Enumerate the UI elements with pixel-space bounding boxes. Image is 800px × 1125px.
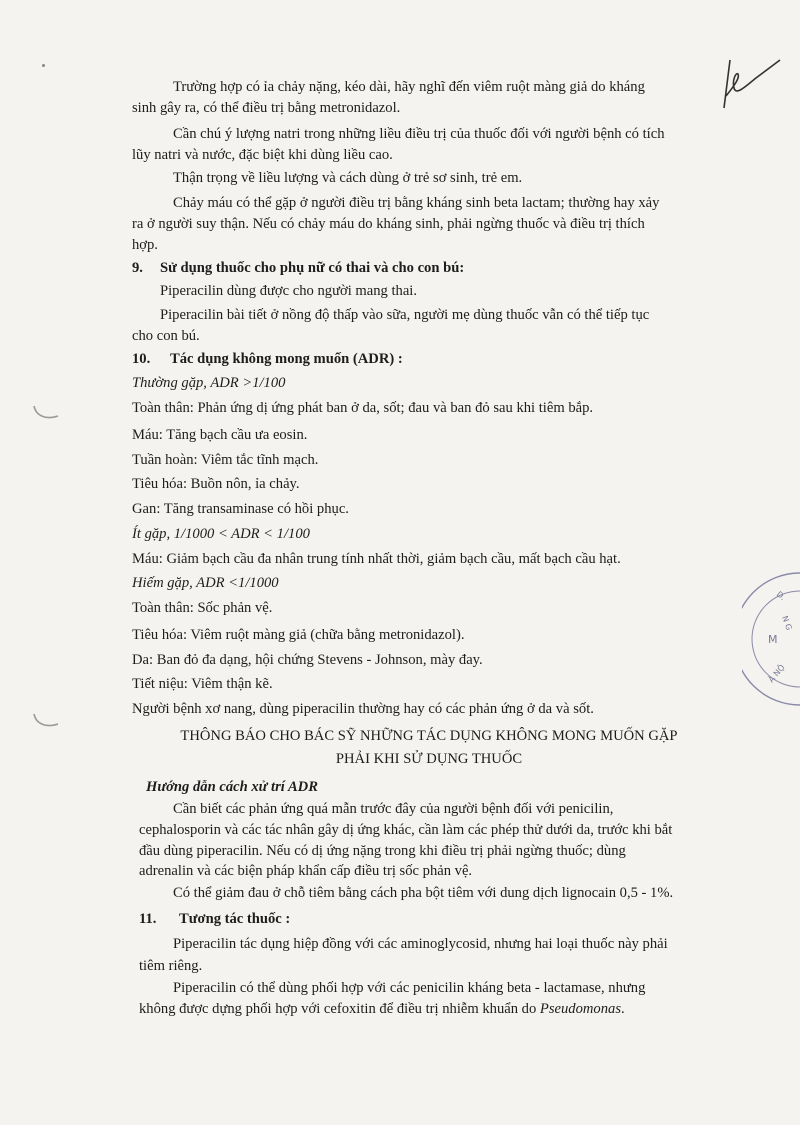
para-line: Piperacilin bài tiết ở nồng độ thấp vào sữa, người mẹ dùng thuốc vẫn có thể tiếp tục (160, 307, 650, 323)
para-line: lũy natri và nước, đặc biệt khi dùng liều cao. (132, 147, 393, 163)
para-line: cho con bú. (132, 328, 200, 344)
adr-item: Toàn thân: Sốc phản vệ. (132, 600, 273, 616)
section-9-heading (132, 259, 464, 277)
adr-item: Máu: Giảm bạch cầu đa nhân trung tính nhất thời, giảm bạch cầu, mất bạch cầu hạt. (132, 551, 621, 567)
text-run: không được dựng phối hợp với cefoxitin để điều trị nhiễm khuẩn do (139, 1001, 540, 1017)
section-number: 11. (139, 911, 157, 927)
frequency-label-common: Thường gặp, ADR >1/100 (132, 375, 286, 391)
para-line: cephalosporin và các tác nhân gây dị ứng khác, cần làm các phép thử dưới da, trước khi bắt (139, 822, 673, 838)
para-line: Thận trọng về liều lượng và cách dùng ở trẻ sơ sinh, trẻ em. (173, 170, 523, 186)
svg-text:À NỘ: À NỘ (766, 662, 787, 685)
frequency-label-uncommon: Ít gặp, 1/1000 < ADR < 1/100 (132, 526, 310, 542)
text-run: . (621, 1001, 625, 1017)
svg-text:D.: D. (774, 589, 788, 603)
notice-heading-line-2: PHẢI KHI SỬ DỤNG THUỐC (335, 751, 523, 767)
section-10-heading (132, 350, 403, 368)
para-line: tiêm riêng. (139, 958, 203, 974)
para-line: Chảy máu có thể gặp ở người điều trị bằng kháng sinh beta lactam; thường hay xảy (173, 195, 660, 211)
para-line: Cần biết các phản ứng quá mẫn trước đây của người bệnh đối với penicilin, (173, 801, 614, 817)
adr-item: Máu: Tăng bạch cầu ưa eosin. (132, 427, 308, 443)
adr-item: Tuần hoàn: Viêm tắc tĩnh mạch. (132, 452, 319, 468)
para-line: Piperacilin dùng được cho người mang thai. (160, 283, 418, 299)
adr-item: Tiêu hóa: Buồn nôn, ỉa chảy. (132, 476, 300, 492)
para-line (139, 1000, 625, 1018)
adr-item: Tiết niệu: Viêm thận kẽ. (132, 676, 273, 692)
para-line: ra ở người suy thận. Nếu có chảy máu do kháng sinh, phải ngừng thuốc và điều trị thích (132, 216, 645, 232)
svg-text:N G: N G (780, 614, 794, 632)
para-line: Trường hợp có ỉa chảy nặng, kéo dài, hãy nghĩ đến viêm ruột màng giả do kháng (173, 79, 645, 95)
organism-name: Pseudomonas (539, 1001, 621, 1017)
stamp-mark (742, 565, 800, 715)
scan-dot (42, 64, 45, 67)
para-line: Cần chú ý lượng natri trong những liều điều trị của thuốc đối với người bệnh có tích (173, 126, 665, 142)
para-line: hợp. (132, 237, 158, 253)
section-number: 10. (132, 351, 151, 367)
adr-item: Tiêu hóa: Viêm ruột màng giả (chữa bằng metronidazol). (132, 627, 465, 643)
punch-hole-mark-top (30, 400, 64, 424)
section-number: 9. (132, 260, 143, 276)
notice-heading-line-1: THÔNG BÁO CHO BÁC SỸ NHỮNG TÁC DỤNG KHÔNG MONG MUỐN GẶP (180, 728, 678, 744)
para-line: Piperacilin tác dụng hiệp đồng với các aminoglycosid, nhưng hai loại thuốc này phải (173, 936, 668, 952)
para-line: sinh gây ra, có thể điều trị bằng metronidazol. (132, 100, 401, 116)
para-line: đầu dùng piperacilin. Nếu có dị ứng nặng trong khi điều trị phải ngừng thuốc; dùng (139, 843, 626, 859)
para-line: Piperacilin có thể dùng phối hợp với các penicilin kháng beta - lactamase, nhưng (173, 980, 646, 996)
section-11-heading (139, 910, 290, 928)
adr-item: Gan: Tăng transaminase có hồi phục. (132, 501, 349, 517)
para-line: adrenalin và các biện pháp khẩn cấp điều trị sốc phản vệ. (139, 863, 473, 879)
frequency-label-rare: Hiếm gặp, ADR <1/1000 (132, 575, 279, 591)
adr-item: Da: Ban đỏ đa dạng, hội chứng Stevens - Johnson, mày đay. (132, 652, 483, 668)
para-line: Có thể giảm đau ở chỗ tiêm bằng cách pha bột tiêm với dung dịch lignocain 0,5 - 1%. (173, 885, 674, 901)
section-title: Sử dụng thuốc cho phụ nữ có thai và cho con bú: (160, 260, 465, 276)
signature-mark (716, 56, 786, 116)
adr-management-title: Hướng dẫn cách xử trí ADR (146, 779, 318, 795)
svg-text:M: M (768, 633, 778, 646)
adr-item: Toàn thân: Phản ứng dị ứng phát ban ở da, sốt; đau và ban đỏ sau khi tiêm bắp. (132, 400, 594, 416)
cystic-fibrosis-note: Người bệnh xơ nang, dùng piperacilin thường hay có các phản ứng ở da và sốt. (132, 701, 594, 717)
section-title: Tương tác thuốc : (179, 911, 291, 927)
section-title: Tác dụng không mong muốn (ADR) : (170, 351, 403, 367)
